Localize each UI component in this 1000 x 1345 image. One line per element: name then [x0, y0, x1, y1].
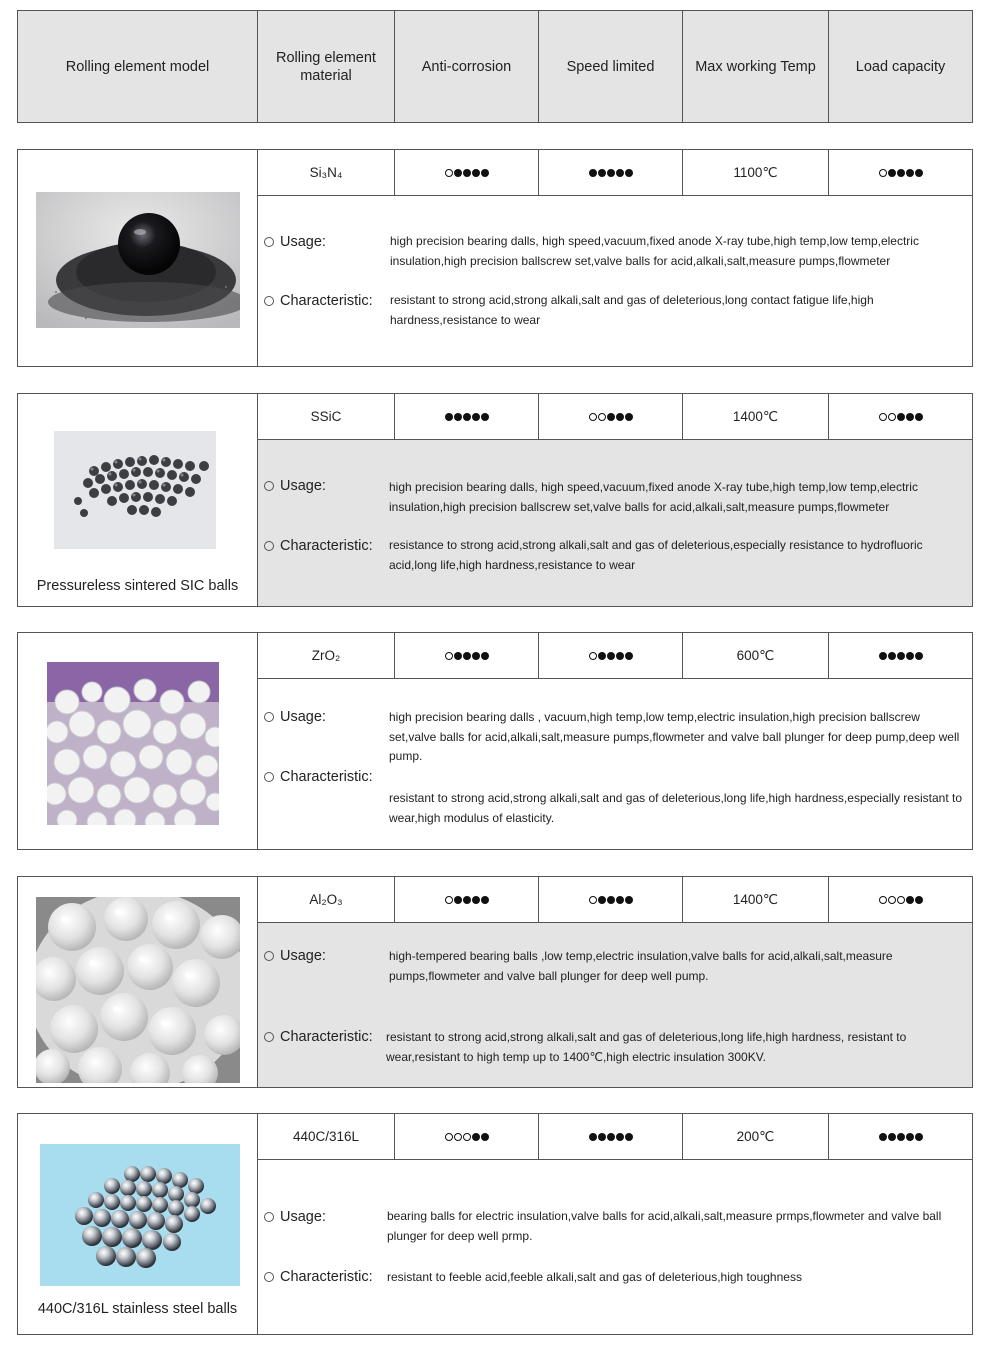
header-load: Load capacity: [855, 58, 946, 75]
table-row: [17, 632, 973, 850]
rating-dot-full: [607, 413, 615, 421]
rating-dots: [588, 649, 633, 663]
header-anti-corrosion: Anti-corrosion: [395, 11, 539, 122]
rating-dot-full: [897, 413, 905, 421]
rating-dot-full: [897, 1133, 905, 1141]
usage-label: Usage:: [264, 478, 326, 494]
table-row: [17, 876, 973, 1088]
rating-dot-empty: [445, 652, 453, 660]
anti-corrosion-rating: [395, 394, 539, 439]
zro2-balls-photo: [47, 662, 219, 825]
rating-dot-full: [625, 169, 633, 177]
load-rating: [829, 150, 972, 195]
temp-cell: 1400℃: [683, 877, 829, 922]
anti-corrosion-rating: [395, 150, 539, 195]
material-cell: SSiC: [258, 394, 395, 439]
model-cell: [18, 150, 258, 366]
description-cell: [258, 440, 972, 606]
rating-dots: [444, 410, 489, 424]
model-cell: [18, 1114, 258, 1334]
description-cell: [258, 1160, 972, 1334]
characteristic-label: Characteristic:: [264, 538, 373, 554]
usage-label: Usage:: [264, 709, 326, 725]
radio-icon: [264, 481, 274, 491]
rating-dot-full: [463, 169, 471, 177]
radio-icon: [264, 1272, 274, 1282]
radio-icon: [264, 237, 274, 247]
rating-dot-full: [625, 413, 633, 421]
load-rating: [829, 877, 972, 922]
speed-rating: [539, 394, 683, 439]
rating-dot-full: [879, 652, 887, 660]
rating-dot-full: [454, 896, 462, 904]
rating-dots: [588, 893, 633, 907]
table-row: [17, 149, 973, 367]
rating-dot-full: [607, 652, 615, 660]
rating-dot-full: [625, 652, 633, 660]
rating-dots: [444, 649, 489, 663]
rating-dot-full: [454, 169, 462, 177]
rating-dot-full: [598, 896, 606, 904]
rating-dot-full: [616, 896, 624, 904]
rating-dots: [878, 1130, 923, 1144]
anti-corrosion-rating: [395, 877, 539, 922]
rating-dot-empty: [598, 413, 606, 421]
model-cell: [18, 394, 258, 606]
temp-cell: 200℃: [683, 1114, 829, 1159]
photo-caption: Pressureless sintered SIC balls: [36, 578, 239, 594]
rating-dot-empty: [454, 1133, 462, 1141]
table-row: [17, 393, 973, 607]
table-row: [17, 1113, 973, 1335]
characteristic-label: Characteristic:: [264, 293, 373, 309]
rating-dot-full: [906, 1133, 914, 1141]
material-cell: Al₂O₃: [258, 877, 395, 922]
temp-cell: 1100℃: [683, 150, 829, 195]
usage-text: high precision bearing dalls, high speed,vacuum,fixed anode X-ray tube,high temp,low temp,electric insulation,high precision ballscrew set,valve balls for acid,alkali,salt,measure pumps,flowmeter: [390, 234, 919, 268]
header-speed: Speed limited: [539, 11, 683, 122]
model-cell: [18, 877, 258, 1087]
load-rating: [829, 633, 972, 678]
characteristic-text: resistant to strong acid,strong alkali,salt and gas of deleterious,long life,high hardness, resistant to wear,resistant to high temp up to 1400℃,high electric insulation 300KV.: [386, 1030, 907, 1064]
rating-dot-full: [616, 652, 624, 660]
rating-dot-full: [906, 652, 914, 660]
radio-icon: [264, 1212, 274, 1222]
rating-dot-full: [463, 896, 471, 904]
rating-dot-full: [607, 169, 615, 177]
rating-dot-full: [598, 652, 606, 660]
steel-balls-photo: [40, 1144, 240, 1286]
rating-dot-full: [463, 652, 471, 660]
rating-dots: [444, 1130, 489, 1144]
rating-dot-full: [598, 169, 606, 177]
radio-icon: [264, 772, 274, 782]
radio-icon: [264, 541, 274, 551]
characteristic-text: resistant to strong acid,strong alkali,salt and gas of deleterious,long contact fatigue life,high hardness,resistance to wear: [390, 293, 874, 327]
rating-dot-full: [472, 652, 480, 660]
rating-dot-full: [472, 1133, 480, 1141]
rating-dot-full: [481, 652, 489, 660]
rating-dot-full: [906, 169, 914, 177]
rating-dot-full: [598, 1133, 606, 1141]
rating-dot-full: [454, 413, 462, 421]
rating-dot-full: [472, 169, 480, 177]
header-model: Rolling element model: [18, 11, 258, 122]
rating-dot-empty: [888, 896, 896, 904]
usage-text: bearing balls for electric insulation,valve balls for acid,alkali,salt,measure prmps,flowmeter and valve ball plunger for deep well prmp.: [387, 1209, 942, 1243]
usage-text: high-tempered bearing balls ,low temp,electric insulation,valve balls for acid,alkali,salt,measure pumps,flowmeter and valve ball plunger for deep well pump.: [389, 949, 893, 983]
model-cell: [18, 633, 258, 849]
rating-dots: [878, 166, 923, 180]
characteristic-text: resistant to feeble acid,feeble alkali,salt and gas of deleterious,high toughness: [387, 1270, 802, 1284]
characteristic-label: Characteristic:: [264, 769, 373, 785]
rating-dot-full: [897, 652, 905, 660]
rating-dots: [878, 410, 923, 424]
ssic-balls-photo: [54, 431, 216, 549]
description-cell: [258, 679, 972, 849]
characteristic-label: Characteristic:: [264, 1269, 373, 1285]
material-cell: ZrO₂: [258, 633, 395, 678]
spec-row: [258, 877, 972, 923]
rating-dot-full: [481, 896, 489, 904]
load-rating: [829, 394, 972, 439]
temp-cell: 600℃: [683, 633, 829, 678]
rating-dot-full: [906, 896, 914, 904]
spec-row: [258, 150, 972, 196]
rating-dots: [588, 1130, 633, 1144]
speed-rating: [539, 150, 683, 195]
rating-dots: [444, 893, 489, 907]
usage-label: Usage:: [264, 948, 326, 964]
rating-dot-full: [888, 169, 896, 177]
rating-dot-full: [463, 413, 471, 421]
radio-icon: [264, 951, 274, 961]
rating-dot-full: [616, 413, 624, 421]
rating-dot-full: [589, 1133, 597, 1141]
rating-dots: [878, 893, 923, 907]
usage-text: high precision bearing dalls , vacuum,high temp,low temp,electric insulation,high precision ballscrew set,valve balls for acid,alkali,salt,measure pumps,flowmeter and valve ball plunger for deep pump,deep well pump.: [389, 710, 960, 763]
rating-dot-full: [616, 1133, 624, 1141]
al2o3-balls-photo: [36, 897, 240, 1083]
rating-dot-full: [879, 1133, 887, 1141]
rating-dot-full: [906, 413, 914, 421]
characteristic-label: Characteristic:: [264, 1029, 373, 1045]
rating-dot-empty: [463, 1133, 471, 1141]
spec-row: [258, 394, 972, 440]
rating-dot-empty: [897, 896, 905, 904]
header-temp: Max working Temp: [683, 11, 829, 122]
header-material: Rolling element material: [258, 11, 395, 122]
rating-dot-full: [888, 652, 896, 660]
rating-dot-full: [915, 169, 923, 177]
rating-dot-empty: [879, 169, 887, 177]
rating-dot-full: [481, 169, 489, 177]
rating-dot-full: [915, 413, 923, 421]
rating-dot-full: [915, 652, 923, 660]
rating-dots: [444, 166, 489, 180]
speed-rating: [539, 1114, 683, 1159]
usage-label: Usage:: [264, 234, 326, 250]
characteristic-text: resistant to strong acid,strong alkali,salt and gas of deleterious,long life,high hardness,especially resistant to wear,high modulus of elasticity.: [389, 791, 962, 825]
radio-icon: [264, 1032, 274, 1042]
rating-dot-full: [607, 1133, 615, 1141]
material-cell: 440C/316L: [258, 1114, 395, 1159]
rating-dot-empty: [445, 169, 453, 177]
rating-dot-full: [454, 652, 462, 660]
usage-text: high precision bearing dalls, high speed,vacuum,fixed anode X-ray tube,high temp,low temp,electric insulation,high precision ballscrew set,valve balls for acid,alkali,salt,measure pumps,flowmeter: [389, 480, 918, 514]
spec-row: [258, 1114, 972, 1160]
si3n4-ball-photo: [36, 192, 240, 328]
rating-dot-empty: [445, 896, 453, 904]
rating-dot-empty: [589, 413, 597, 421]
rating-dots: [588, 410, 633, 424]
characteristic-text: resistance to strong acid,strong alkali,salt and gas of deleterious,especially resistance to hydrofluoric acid,long life,high hardness,resistance to wear: [389, 538, 923, 572]
rating-dot-empty: [445, 1133, 453, 1141]
rating-dot-full: [915, 896, 923, 904]
rating-dot-full: [472, 896, 480, 904]
radio-icon: [264, 296, 274, 306]
rating-dot-empty: [589, 652, 597, 660]
load-rating: [829, 1114, 972, 1159]
temp-cell: 1400℃: [683, 394, 829, 439]
rating-dot-empty: [879, 413, 887, 421]
rating-dot-full: [897, 169, 905, 177]
table-header: [17, 10, 973, 123]
anti-corrosion-rating: [395, 1114, 539, 1159]
description-cell: [258, 196, 972, 366]
rating-dot-full: [589, 169, 597, 177]
description-cell: [258, 923, 972, 1087]
speed-rating: [539, 633, 683, 678]
rating-dot-empty: [879, 896, 887, 904]
rating-dots: [878, 649, 923, 663]
rating-dot-full: [616, 169, 624, 177]
rating-dots: [588, 166, 633, 180]
rating-dot-full: [481, 413, 489, 421]
spec-row: [258, 633, 972, 679]
rating-dot-full: [888, 1133, 896, 1141]
usage-label: Usage:: [264, 1209, 326, 1225]
anti-corrosion-rating: [395, 633, 539, 678]
rating-dot-empty: [589, 896, 597, 904]
rating-dot-full: [445, 413, 453, 421]
rating-dot-full: [915, 1133, 923, 1141]
rating-dot-empty: [888, 413, 896, 421]
rating-dot-full: [607, 896, 615, 904]
material-cell: Si₃N₄: [258, 150, 395, 195]
radio-icon: [264, 712, 274, 722]
rating-dot-full: [625, 1133, 633, 1141]
rating-dot-full: [625, 896, 633, 904]
speed-rating: [539, 877, 683, 922]
photo-caption: 440C/316L stainless steel balls: [37, 1301, 238, 1317]
rating-dot-full: [481, 1133, 489, 1141]
rating-dot-full: [472, 413, 480, 421]
